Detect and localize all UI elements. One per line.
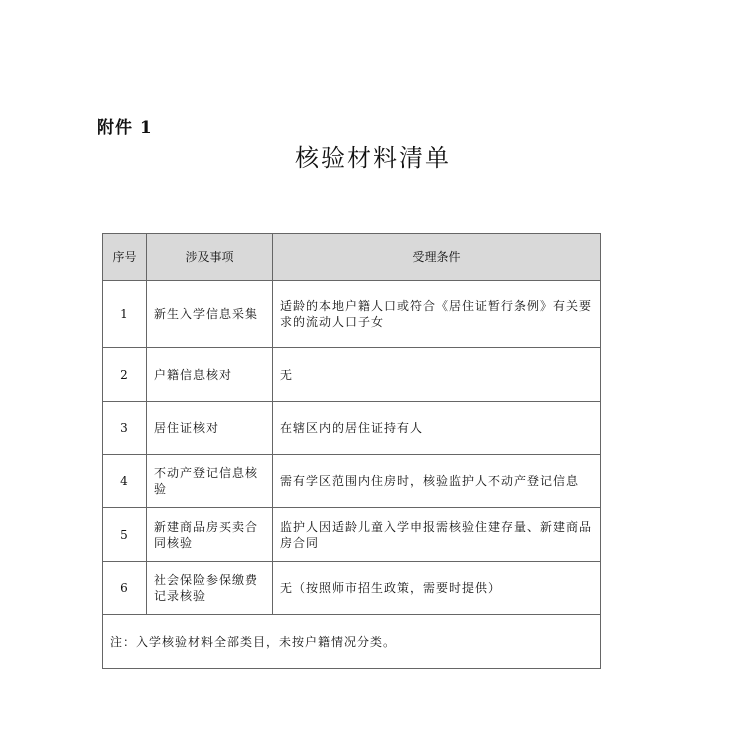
document-title: 核验材料清单 xyxy=(295,144,451,172)
table-row xyxy=(103,508,601,562)
row-number: 2 xyxy=(103,348,147,402)
table-header-row xyxy=(103,234,601,281)
header-item: 涉及事项 xyxy=(147,234,273,281)
row-number: 1 xyxy=(103,281,147,348)
row-number: 5 xyxy=(103,508,147,562)
row-condition: 适龄的本地户籍人口或符合《居住证暂行条例》有关要求的流动人口子女 xyxy=(273,281,601,348)
header-serial: 序号 xyxy=(103,234,147,281)
table-row xyxy=(103,281,601,348)
table-note: 注：入学核验材料全部类目，未按户籍情况分类。 xyxy=(103,615,601,669)
table-row xyxy=(103,455,601,508)
row-number: 6 xyxy=(103,562,147,615)
row-number: 3 xyxy=(103,402,147,455)
table-row xyxy=(103,402,601,455)
row-item: 不动产登记信息核验 xyxy=(147,455,273,508)
table-row xyxy=(103,348,601,402)
attachment-label: 附件 1 xyxy=(97,118,153,138)
row-item: 居住证核对 xyxy=(147,402,273,455)
row-condition: 需有学区范围内住房时，核验监护人不动产登记信息 xyxy=(273,455,601,508)
row-item: 新建商品房买卖合同核验 xyxy=(147,508,273,562)
row-item: 户籍信息核对 xyxy=(147,348,273,402)
verification-materials-table xyxy=(102,233,601,669)
row-condition: 无（按照师市招生政策，需要时提供） xyxy=(273,562,601,615)
row-item: 社会保险参保缴费记录核验 xyxy=(147,562,273,615)
row-condition: 无 xyxy=(273,348,601,402)
row-item: 新生入学信息采集 xyxy=(147,281,273,348)
row-condition: 在辖区内的居住证持有人 xyxy=(273,402,601,455)
header-condition: 受理条件 xyxy=(273,234,601,281)
table-note-row xyxy=(103,615,601,669)
table-row xyxy=(103,562,601,615)
row-condition: 监护人因适龄儿童入学申报需核验住建存量、新建商品房合同 xyxy=(273,508,601,562)
row-number: 4 xyxy=(103,455,147,508)
